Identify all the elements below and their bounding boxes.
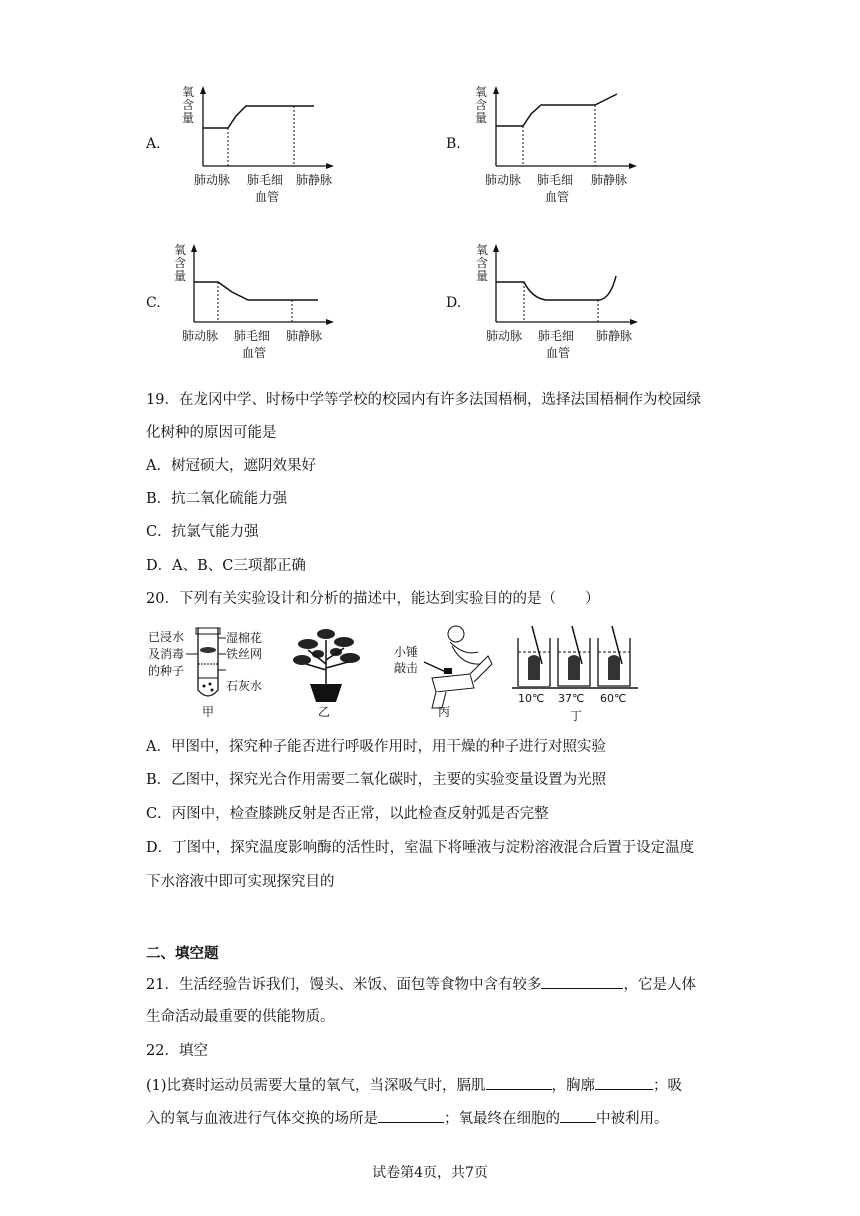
svg-text:肺毛细: 肺毛细 — [537, 173, 574, 187]
svg-text:湿棉花: 湿棉花 — [226, 631, 263, 645]
q22-blank-3[interactable] — [378, 1108, 444, 1123]
svg-text:已浸水: 已浸水 — [148, 630, 185, 644]
svg-text:60℃: 60℃ — [600, 692, 627, 705]
q22-line1: (1)比赛时运动员需要大量的氧气，当深吸气时，膈肌 ，胸廓 ；吸 — [146, 1075, 682, 1096]
svg-text:肺静脉: 肺静脉 — [591, 173, 628, 187]
beaker-2 — [558, 626, 590, 705]
svg-text:含: 含 — [476, 256, 489, 270]
svg-text:氧: 氧 — [476, 243, 489, 257]
svg-text:及消毒: 及消毒 — [148, 647, 185, 661]
q19-option-c: C．抗氯气能力强 — [146, 524, 259, 540]
q19-option-d: D．A、B、C三项都正确 — [146, 558, 306, 574]
test-tube — [198, 628, 218, 696]
q19-line2: 化树种的原因可能是 — [146, 425, 277, 441]
graph-a-ylabel-3: 量 — [182, 111, 195, 125]
svg-text:血管: 血管 — [546, 346, 571, 360]
beaker-1 — [518, 626, 550, 705]
graph-a — [180, 82, 340, 212]
svg-text:铁丝网: 铁丝网 — [226, 647, 263, 661]
graph-a-ylabel-2: 含 — [182, 98, 195, 112]
svg-text:量: 量 — [174, 269, 187, 283]
leg — [432, 674, 474, 692]
svg-text:10℃: 10℃ — [518, 692, 545, 705]
svg-text:含: 含 — [475, 98, 488, 112]
svg-text:敲击: 敲击 — [394, 661, 419, 675]
graph-d-curve — [496, 276, 616, 300]
graph-a-ylabel-1: 氧 — [182, 85, 195, 99]
graph-a-curve — [203, 106, 314, 128]
svg-text:肺毛细: 肺毛细 — [234, 329, 271, 343]
graph-b-curve — [496, 94, 617, 126]
figure-ding-caption: 丁 — [570, 709, 583, 723]
figure-jia-caption: 甲 — [202, 705, 215, 719]
q20-option-c: C．丙图中，检查膝跳反射是否正常，以此检查反射弧是否完整 — [146, 806, 549, 822]
figure-yi-caption: 乙 — [318, 705, 331, 719]
figure-jia — [146, 624, 276, 720]
q20-stem: 20．下列有关实验设计和分析的描述中，能达到实验目的的是（ ） — [146, 591, 600, 607]
figure-ding — [510, 624, 642, 724]
graph-c-curve — [194, 282, 318, 300]
beaker-3 — [598, 626, 630, 705]
q19-option-a: A．树冠硕大，遮阴效果好 — [146, 458, 316, 474]
svg-text:量: 量 — [475, 111, 488, 125]
q21-line1: 21．生活经验告诉我们，馒头、米饭、面包等食物中含有较多 ，它是人体 — [146, 974, 696, 995]
q19-line1: 19．在龙冈中学、时杨中学等学校的校园内有许多法国梧桐，选择法国梧桐作为校园绿 — [146, 392, 701, 408]
svg-text:氧: 氧 — [174, 243, 187, 257]
svg-text:量: 量 — [476, 269, 489, 283]
option-b-letter: B. — [446, 136, 461, 152]
graph-a-xlabel-2: 肺毛细 — [247, 173, 284, 187]
svg-text:血管: 血管 — [545, 190, 570, 204]
graph-a-xlabel-4: 肺静脉 — [296, 173, 333, 187]
svg-text:石灰水: 石灰水 — [226, 679, 263, 693]
q22-title: 22．填空 — [146, 1043, 208, 1059]
figure-yi — [284, 624, 374, 720]
svg-text:37℃: 37℃ — [558, 692, 585, 705]
svg-text:肺静脉: 肺静脉 — [596, 329, 633, 343]
q22-blank-2[interactable] — [595, 1075, 653, 1090]
q22-blank-1[interactable] — [486, 1075, 552, 1090]
graph-a-xlabel-1: 肺动脉 — [194, 173, 231, 187]
section-title: 二、填空题 — [146, 945, 219, 962]
flower-pot — [310, 684, 342, 702]
figure-bing — [392, 622, 502, 720]
q20-option-a: A．甲图中，探究种子能否进行呼吸作用时，用干燥的种子进行对照实验 — [146, 739, 606, 755]
figure-bing-caption: 丙 — [438, 705, 451, 719]
graph-d — [474, 240, 644, 370]
q22-line2: 入的氧与血液进行气体交换的场所是 ；氧最终在细胞的 中被利用。 — [146, 1108, 669, 1129]
svg-text:血管: 血管 — [242, 346, 267, 360]
svg-text:的种子: 的种子 — [148, 664, 185, 678]
option-c-letter: C. — [146, 295, 161, 311]
q22-blank-4[interactable] — [560, 1108, 596, 1123]
svg-text:肺毛细: 肺毛细 — [538, 329, 575, 343]
q20-option-b: B．乙图中，探究光合作用需要二氧化碳时，主要的实验变量设置为光照 — [146, 772, 607, 788]
q20-option-d: D．丁图中，探究温度影响酶的活性时，室温下将唾液与淀粉溶液混合后置于设定温度 — [146, 840, 695, 856]
q21-line2: 生命活动最重要的供能物质。 — [146, 1009, 335, 1025]
option-d-letter: D. — [446, 295, 462, 311]
svg-text:氧: 氧 — [475, 85, 488, 99]
graph-a-xlabel-3: 血管 — [255, 190, 280, 204]
svg-text:肺静脉: 肺静脉 — [286, 329, 323, 343]
option-a-letter: A. — [146, 136, 161, 152]
q20-option-d-cont: 下水溶液中即可实现探究目的 — [146, 874, 335, 890]
page-footer: 试卷第4页，共7页 — [372, 1165, 488, 1181]
svg-text:含: 含 — [174, 256, 187, 270]
svg-text:小锤: 小锤 — [394, 645, 419, 659]
svg-text:肺动脉: 肺动脉 — [485, 173, 522, 187]
graph-c — [170, 240, 340, 370]
svg-text:肺动脉: 肺动脉 — [182, 329, 219, 343]
graph-b — [473, 82, 643, 212]
q21-blank[interactable] — [541, 974, 623, 989]
q19-option-b: B．抗二氧化硫能力强 — [146, 491, 288, 507]
svg-text:肺动脉: 肺动脉 — [486, 329, 523, 343]
